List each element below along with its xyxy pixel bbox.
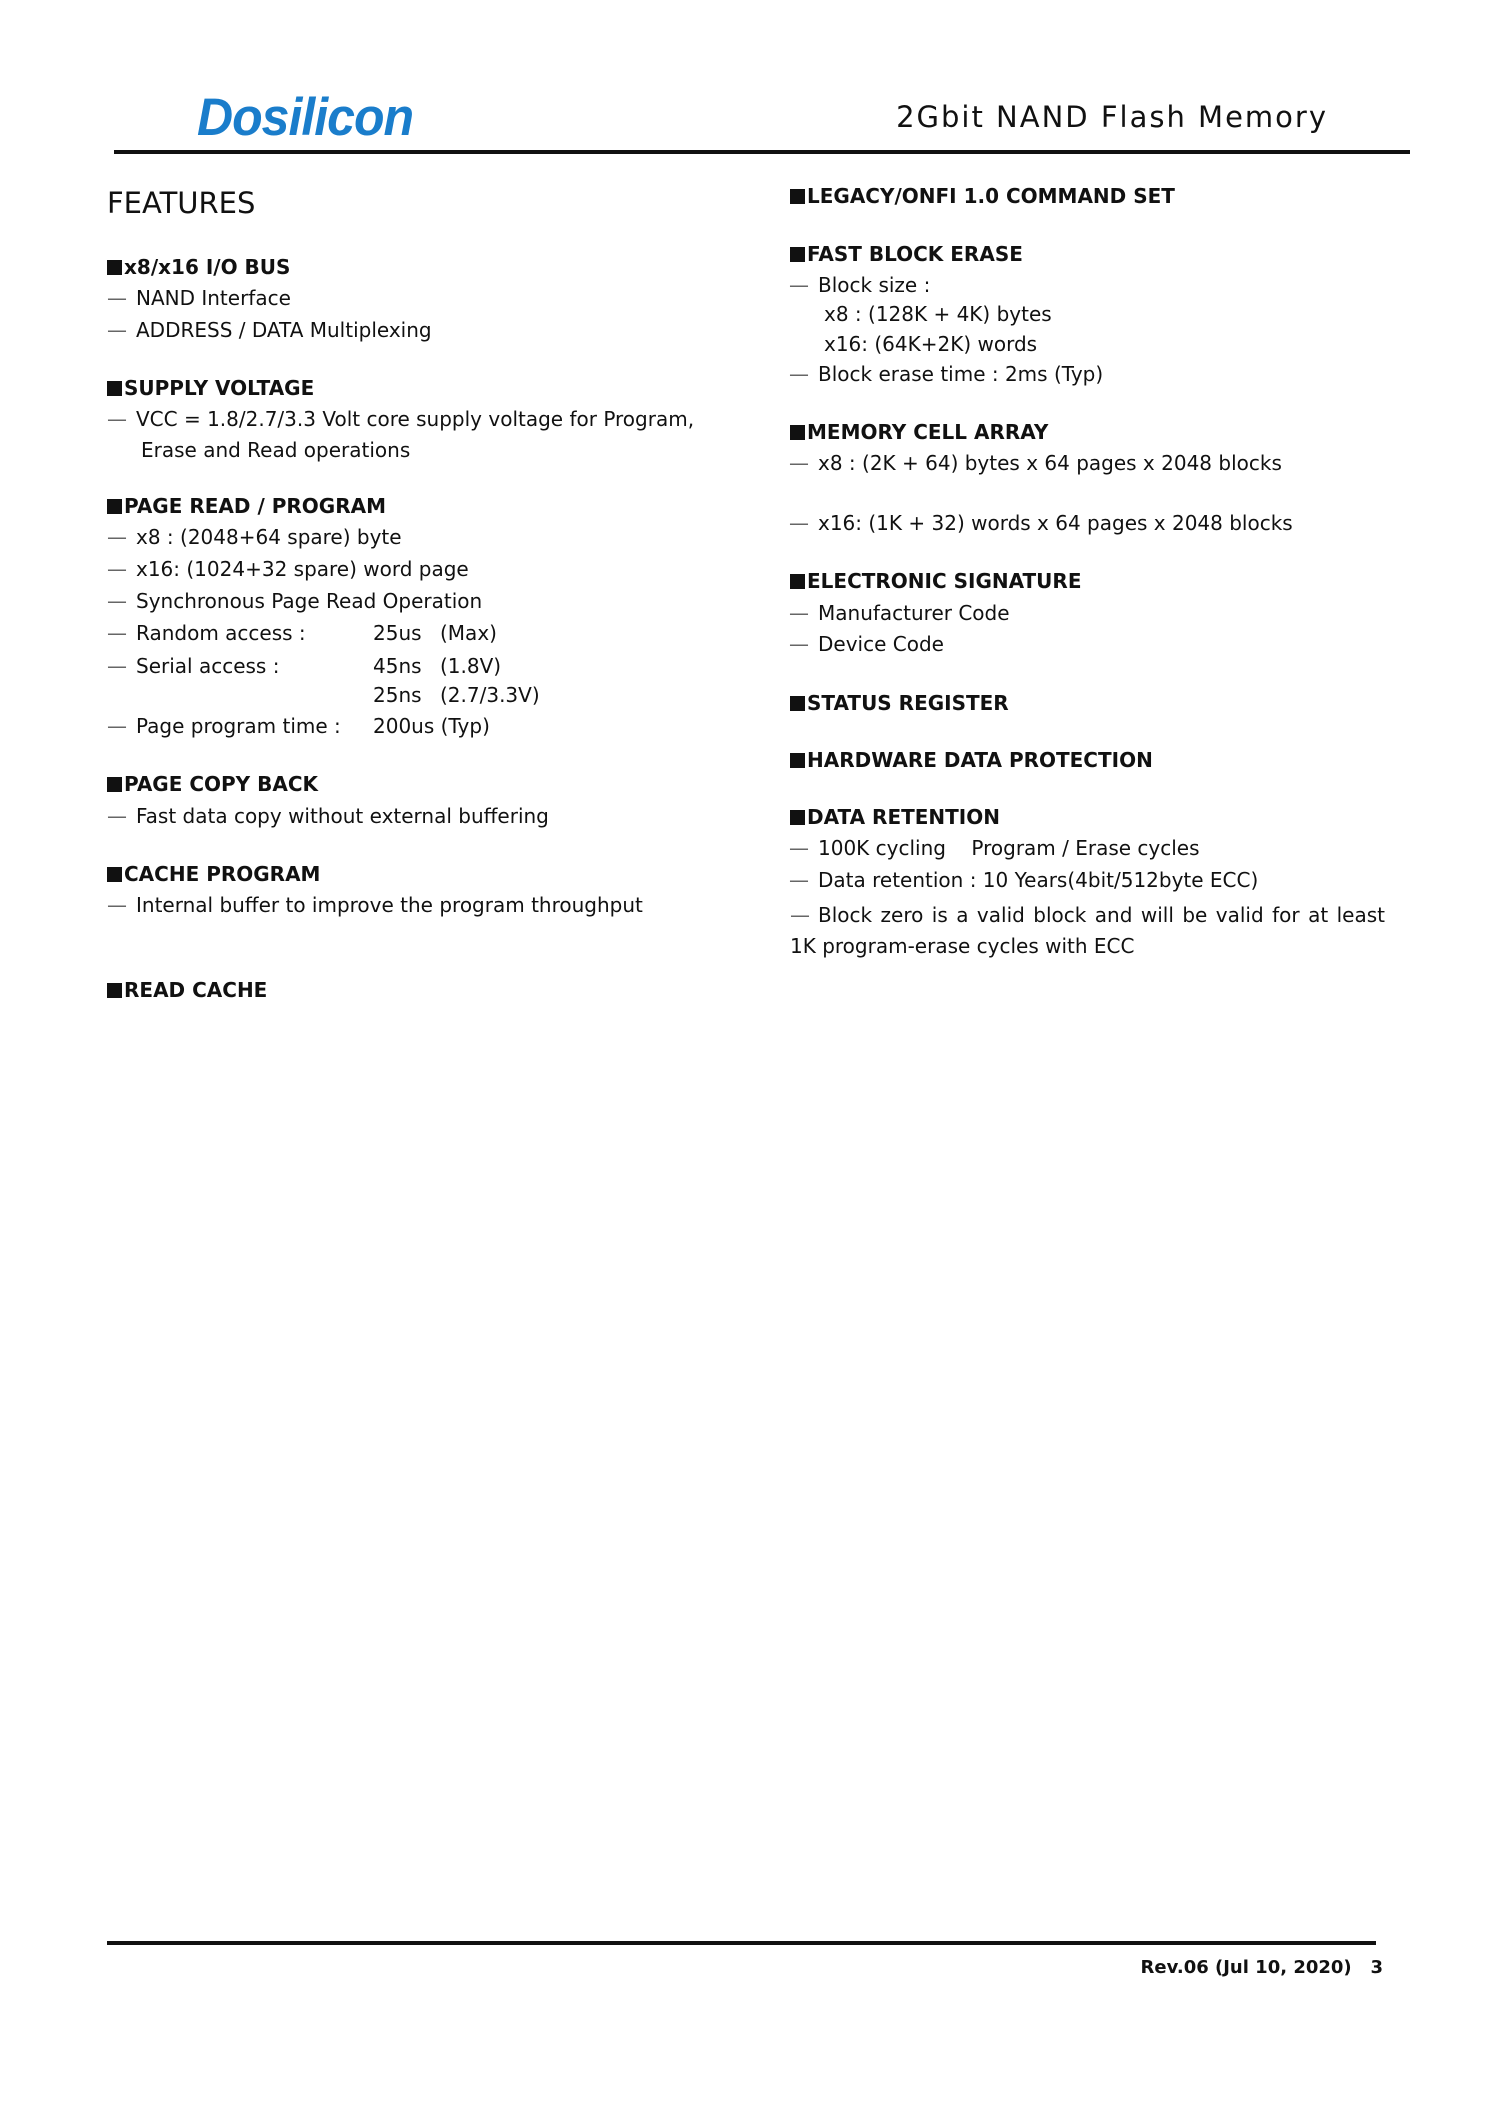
heading-supply: SUPPLY VOLTAGE [107,375,314,401]
value: 45ns [373,654,422,678]
text: Block zero is a valid block and will be valid for at least 1K program-erase cycles with ECC [790,903,1385,958]
list-item: — Block size : [818,272,930,298]
features-title: FEATURES [107,186,256,220]
list-item: — Data retention : 10 Years(4bit/512byte ECC) [818,867,1258,893]
heading-protection: HARDWARE DATA PROTECTION [790,747,1153,773]
note: (1.8V) [440,654,502,678]
heading-signature: ELECTRONIC SIGNATURE [790,568,1081,594]
heading-erase: FAST BLOCK ERASE [790,241,1023,267]
list-item: — Internal buffer to improve the program throughput [136,892,643,918]
list-item-sub: x16: (64K+2K) words [824,332,1038,356]
note: (2.7/3.3V) [440,683,540,707]
note: (Max) [440,621,497,645]
value: 25us [373,621,422,645]
heading-status: STATUS REGISTER [790,690,1009,716]
list-item: — VCC = 1.8/2.7/3.3 Volt core supply voltage for Program, [136,406,694,432]
label: Page program time : [136,714,341,738]
heading-copyback: PAGE COPY BACK [107,771,318,797]
heading-legacy: LEGACY/ONFI 1.0 COMMAND SET [790,183,1175,209]
list-item: — Manufacturer Code [818,600,1010,626]
heading-array: MEMORY CELL ARRAY [790,419,1048,445]
list-item-wrap [790,900,1385,962]
program-time-row [136,713,490,739]
footer [1141,1955,1383,1981]
list-item: — x8 : (2K + 64) bytes x 64 pages x 2048 blocks [818,450,1282,476]
label: Random access : [136,621,306,645]
list-item-cont: Erase and Read operations [141,438,411,462]
revision: Rev.06 (Jul 10, 2020) [1140,1957,1352,1978]
list-item: — x8 : (2048+64 spare) byte [136,524,402,550]
value: 200us (Typ) [373,714,490,738]
list-item: — x16: (1K + 32) words x 64 pages x 2048 blocks [818,510,1293,536]
document-title: 2Gbit NAND Flash Memory [896,100,1328,134]
label: Serial access : [136,654,280,678]
list-item: — Device Code [818,631,944,657]
dash: — [790,903,810,927]
random-access-row [136,620,497,646]
footer-rule [107,1941,1376,1945]
value: 25ns [373,683,422,707]
list-item: — Block erase time : 2ms (Typ) [818,361,1103,387]
heading-retention: DATA RETENTION [790,804,1000,830]
list-item: — x16: (1024+32 spare) word page [136,556,469,582]
serial-access-row [136,653,502,679]
heading-cache: CACHE PROGRAM [107,861,320,887]
list-item: — NAND Interface [136,285,291,311]
list-item: — 100K cycling Program / Erase cycles [818,835,1200,861]
dosilicon-logo: Dosilicon [197,87,414,147]
heading-page: PAGE READ / PROGRAM [107,493,386,519]
list-item: — Fast data copy without external buffering [136,803,549,829]
header-rule [114,150,1410,154]
list-item: — Synchronous Page Read Operation [136,588,482,614]
heading-readcache: READ CACHE [107,977,267,1003]
page-number: 3 [1370,1957,1383,1978]
list-item-sub: x8 : (128K + 4K) bytes [824,302,1052,326]
list-item: — ADDRESS / DATA Multiplexing [136,317,432,343]
heading-bus: x8/x16 I/O BUS [107,254,290,280]
